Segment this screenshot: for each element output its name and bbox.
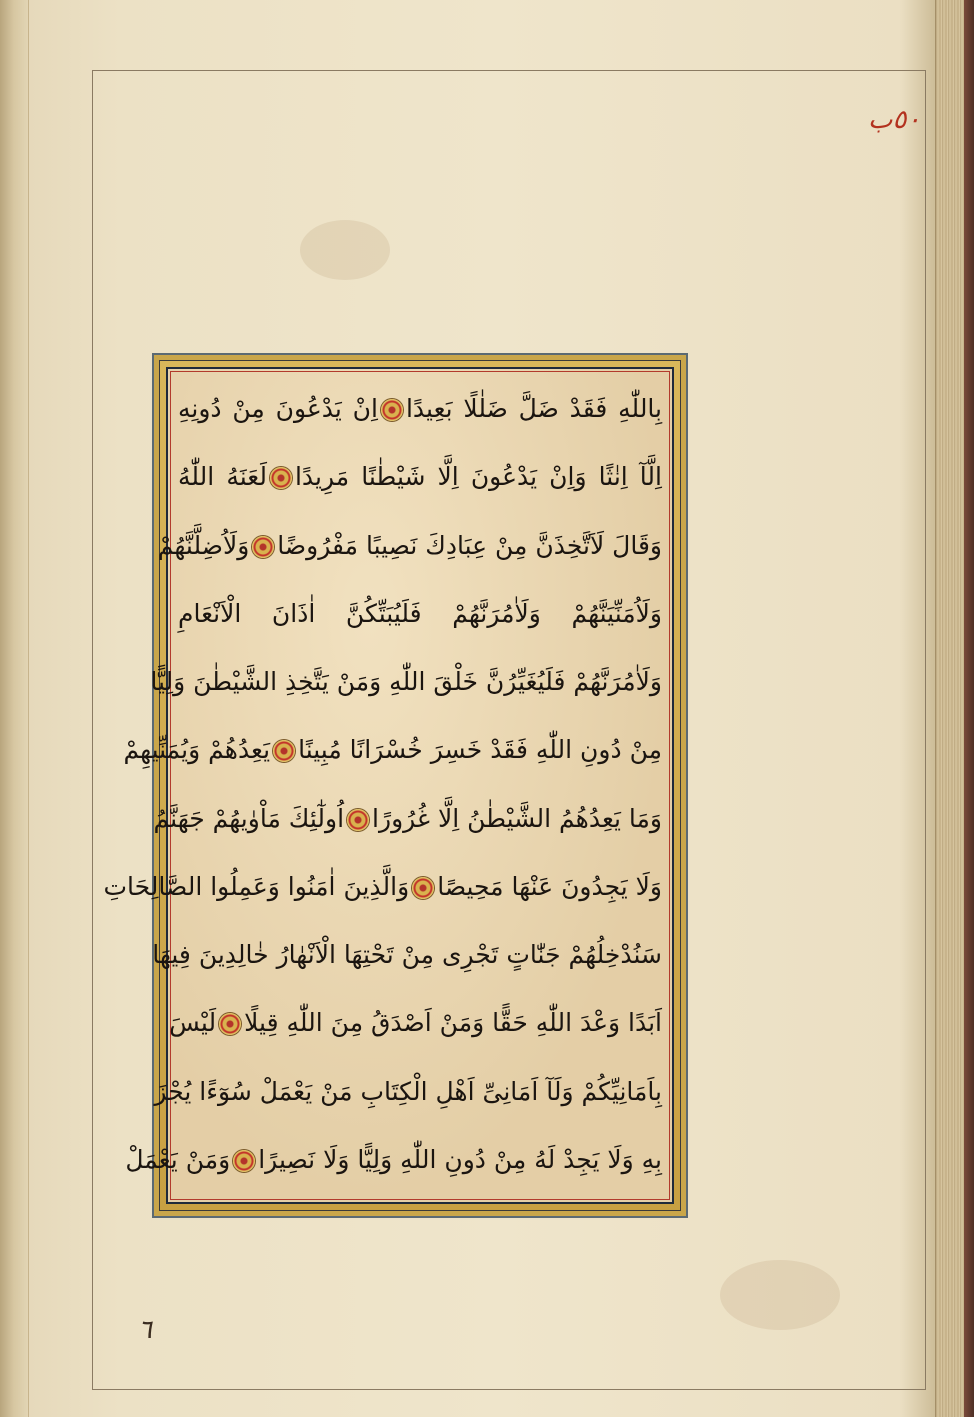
text-line: وَمَا يَعِدُهُمُ الشَّيْطٰنُ اِلَّا غُرُورًااُولٰٓئِكَ مَاْوٰيهُمْ جَهَنَّمُ: [153, 803, 662, 833]
cover-edge: [964, 0, 974, 1417]
gold-border: [103, 360, 681, 1211]
text-line: مِنْ دُونِ اللّٰهِ فَقَدْ خَسِرَ خُسْرَانًا مُبِينًايَعِدُهُمْ وَيُمَنِّيهِمْ: [123, 735, 662, 765]
verse-rosette-icon: [270, 467, 292, 489]
text-line: سَنُدْخِلُهُمْ جَنّٰاتٍ تَجْرِى مِنْ تَحْتِهَا الْاَنْهٰارُ خٰالِدِينَ فِيهَا: [152, 940, 662, 970]
verse-rosette-icon: [219, 1013, 241, 1035]
text-line: اِلَّآ اِنٰثًا وَاِنْ يَدْعُونَ اِلَّا شَيْطٰنًا مَرِيدًالَعَنَهُ اللّٰهُ: [178, 462, 662, 492]
verse-rosette-icon: [347, 809, 369, 831]
folio-number: ٥٠ب: [868, 105, 921, 135]
bottom-mark: ٦: [138, 1315, 152, 1345]
illuminated-text-frame: [103, 353, 688, 1218]
text-line: وَلَاُمَنِّيَنَّهُمْ وَلَاٰمُرَنَّهُمْ فَلَيُبَتِّكُنَّ اٰذَانَ الْاَنْعَامِ: [178, 598, 662, 628]
text-panel: [103, 367, 674, 1204]
text-line: بِاللّٰهِ فَقَدْ ضَلَّ ضَلٰلًا بَعِيدًااِنْ يَدْعُونَ مِنْ دُونِهِ: [178, 394, 663, 423]
binding-gutter: [0, 0, 29, 1417]
text-line: وَلَاٰمُرَنَّهُمْ فَلَيُغَيِّرُنَّ خَلْقَ اللّٰهِ وَمَنْ يَتَّخِذِ الشَّيْطٰنَ وَلِيًّا: [150, 667, 662, 697]
verse-rosette-icon: [412, 877, 434, 899]
text-lines: [103, 383, 663, 1194]
text-line: اَبَدًا وَعْدَ اللّٰهِ حَقًّا وَمَنْ اَصْدَقُ مِنَ اللّٰهِ قِيلًالَيْسَ: [169, 1008, 662, 1038]
text-line: بِاَمَانِيِّكُمْ وَلَآ اَمَانِىِّ اَهْلِ الْكِتَابِ مَنْ يَعْمَلْ سُوٓءًا يُجْزَ: [154, 1076, 662, 1106]
verse-rosette-icon: [381, 399, 403, 421]
text-line: وَقَالَ لَاَتَّخِذَنَّ مِنْ عِبَادِكَ نَصِيبًا مَفْرُوضًاوَلَاُضِلَّنَّهُمْ: [157, 530, 662, 560]
verse-rosette-icon: [233, 1150, 255, 1172]
verse-rosette-icon: [252, 536, 274, 558]
text-line: وَلَا يَجِدُونَ عَنْهَا مَحِيصًاوَالَّذِينَ اٰمَنُوا وَعَمِلُوا الصَّالِحَاتِ: [103, 871, 662, 901]
text-line: بِهِ وَلَا يَجِدْ لَهُ مِنْ دُونِ اللّٰهِ وَلِيًّا وَلَا نَصِيرًاوَمَنْ يَعْمَلْ: [125, 1144, 662, 1174]
verse-rosette-icon: [273, 740, 295, 762]
